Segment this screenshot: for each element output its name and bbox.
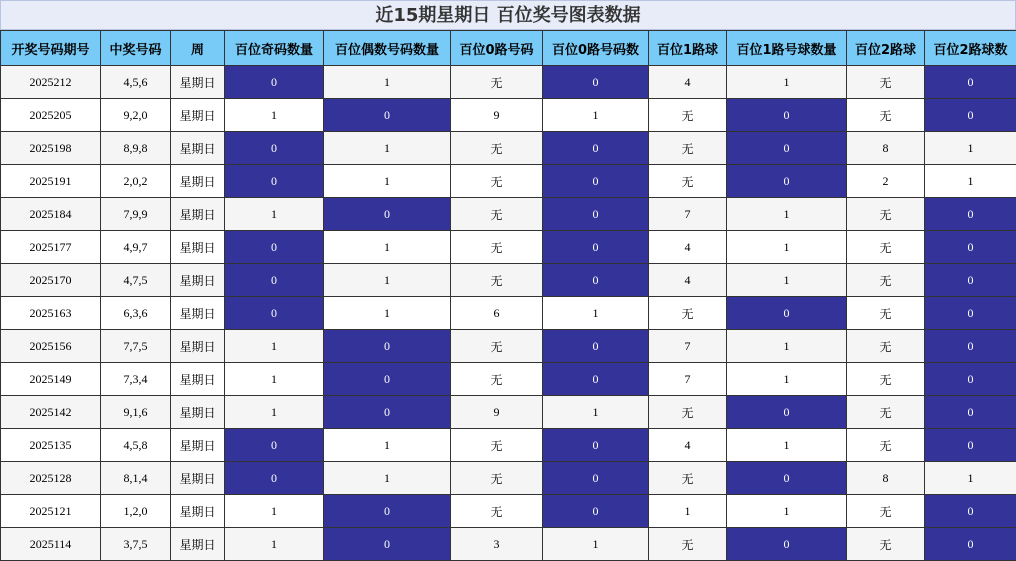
header-cell: 百位0路号码数 bbox=[543, 31, 649, 66]
table-cell: 1 bbox=[324, 231, 451, 264]
header-cell: 百位偶数号码数量 bbox=[324, 31, 451, 66]
table-cell: 2025163 bbox=[1, 297, 101, 330]
table-cell: 0 bbox=[543, 330, 649, 363]
table-cell: 9,2,0 bbox=[101, 99, 171, 132]
table-cell: 无 bbox=[649, 297, 727, 330]
header-cell: 百位奇码数量 bbox=[225, 31, 324, 66]
table-cell: 8,9,8 bbox=[101, 132, 171, 165]
table-cell: 2025184 bbox=[1, 198, 101, 231]
table-cell: 1 bbox=[324, 429, 451, 462]
page-title: 近15期星期日 百位奖号图表数据 bbox=[0, 0, 1016, 30]
table-cell: 星期日 bbox=[171, 396, 225, 429]
table-cell: 9,1,6 bbox=[101, 396, 171, 429]
table-cell: 2025128 bbox=[1, 462, 101, 495]
table-cell: 4,5,8 bbox=[101, 429, 171, 462]
table-cell: 星期日 bbox=[171, 165, 225, 198]
table-cell: 8 bbox=[847, 462, 925, 495]
table-cell: 2025142 bbox=[1, 396, 101, 429]
table-row bbox=[1, 66, 1016, 99]
table-cell: 0 bbox=[324, 198, 451, 231]
table-cell: 无 bbox=[847, 99, 925, 132]
table-cell: 0 bbox=[727, 297, 847, 330]
table-cell: 0 bbox=[727, 528, 847, 561]
table-cell: 无 bbox=[847, 528, 925, 561]
table-cell: 2025205 bbox=[1, 99, 101, 132]
table-cell: 1 bbox=[225, 528, 324, 561]
table-cell: 无 bbox=[451, 462, 543, 495]
table-cell: 无 bbox=[649, 165, 727, 198]
table-cell: 1 bbox=[324, 165, 451, 198]
table-cell: 无 bbox=[847, 198, 925, 231]
table-cell: 0 bbox=[543, 264, 649, 297]
table-cell: 无 bbox=[847, 363, 925, 396]
header-cell: 百位1路球 bbox=[649, 31, 727, 66]
table-cell: 9 bbox=[451, 396, 543, 429]
table-cell: 1 bbox=[925, 132, 1016, 165]
header-cell: 百位2路球数 bbox=[925, 31, 1016, 66]
table-cell: 1 bbox=[543, 99, 649, 132]
table-cell: 无 bbox=[847, 66, 925, 99]
table-cell: 2025191 bbox=[1, 165, 101, 198]
table-cell: 1 bbox=[649, 495, 727, 528]
table-cell: 0 bbox=[727, 396, 847, 429]
table-cell: 3 bbox=[451, 528, 543, 561]
table-cell: 1 bbox=[225, 330, 324, 363]
table-cell: 0 bbox=[543, 363, 649, 396]
table-cell: 无 bbox=[451, 495, 543, 528]
table-cell: 0 bbox=[324, 363, 451, 396]
table-cell: 2025149 bbox=[1, 363, 101, 396]
table-cell: 0 bbox=[324, 330, 451, 363]
table-row bbox=[1, 297, 1016, 330]
table-cell: 2 bbox=[847, 165, 925, 198]
table-cell: 6,3,6 bbox=[101, 297, 171, 330]
table-cell: 1 bbox=[225, 198, 324, 231]
table-cell: 1 bbox=[324, 264, 451, 297]
table-cell: 无 bbox=[451, 198, 543, 231]
table-cell: 1 bbox=[727, 231, 847, 264]
data-table bbox=[0, 30, 1016, 561]
table-cell: 无 bbox=[451, 165, 543, 198]
table-cell: 星期日 bbox=[171, 528, 225, 561]
table-cell: 6 bbox=[451, 297, 543, 330]
table-cell: 0 bbox=[925, 198, 1016, 231]
table-cell: 1 bbox=[324, 297, 451, 330]
table-cell: 0 bbox=[324, 528, 451, 561]
table-cell: 0 bbox=[225, 165, 324, 198]
table-cell: 无 bbox=[649, 396, 727, 429]
table-cell: 1 bbox=[225, 363, 324, 396]
table-cell: 1 bbox=[727, 330, 847, 363]
table-cell: 0 bbox=[324, 396, 451, 429]
table-cell: 7 bbox=[649, 363, 727, 396]
table-cell: 0 bbox=[543, 429, 649, 462]
table-cell: 星期日 bbox=[171, 462, 225, 495]
table-cell: 0 bbox=[225, 297, 324, 330]
table-cell: 4 bbox=[649, 231, 727, 264]
table-cell: 1 bbox=[543, 528, 649, 561]
table-cell: 2025135 bbox=[1, 429, 101, 462]
table-cell: 1 bbox=[225, 99, 324, 132]
table-cell: 0 bbox=[543, 132, 649, 165]
table-row bbox=[1, 528, 1016, 561]
table-cell: 1 bbox=[727, 198, 847, 231]
table-cell: 0 bbox=[925, 66, 1016, 99]
table-cell: 2025156 bbox=[1, 330, 101, 363]
table-cell: 0 bbox=[925, 396, 1016, 429]
table-cell: 2,0,2 bbox=[101, 165, 171, 198]
header-cell: 百位2路球 bbox=[847, 31, 925, 66]
table-cell: 0 bbox=[925, 264, 1016, 297]
table-cell: 1 bbox=[225, 396, 324, 429]
table-cell: 1 bbox=[925, 462, 1016, 495]
table-cell: 4,7,5 bbox=[101, 264, 171, 297]
table-cell: 星期日 bbox=[171, 132, 225, 165]
table-cell: 1 bbox=[727, 264, 847, 297]
table-cell: 0 bbox=[324, 495, 451, 528]
table-row bbox=[1, 330, 1016, 363]
table-cell: 0 bbox=[727, 132, 847, 165]
table-cell: 无 bbox=[847, 231, 925, 264]
table-cell: 0 bbox=[925, 330, 1016, 363]
table-cell: 1 bbox=[324, 132, 451, 165]
table-cell: 1 bbox=[225, 495, 324, 528]
table-row bbox=[1, 165, 1016, 198]
header-cell: 百位1路号球数量 bbox=[727, 31, 847, 66]
table-row bbox=[1, 198, 1016, 231]
table-body bbox=[1, 66, 1016, 561]
table-cell: 1 bbox=[324, 462, 451, 495]
table-cell: 0 bbox=[225, 66, 324, 99]
table-row bbox=[1, 462, 1016, 495]
table-cell: 7,7,5 bbox=[101, 330, 171, 363]
table-cell: 2025212 bbox=[1, 66, 101, 99]
table-cell: 星期日 bbox=[171, 495, 225, 528]
table-cell: 星期日 bbox=[171, 66, 225, 99]
table-row bbox=[1, 264, 1016, 297]
table-cell: 1 bbox=[727, 495, 847, 528]
table-cell: 无 bbox=[847, 495, 925, 528]
table-cell: 0 bbox=[543, 198, 649, 231]
table-cell: 2025114 bbox=[1, 528, 101, 561]
table-cell: 无 bbox=[847, 396, 925, 429]
table-row bbox=[1, 99, 1016, 132]
table-cell: 2025177 bbox=[1, 231, 101, 264]
table-row bbox=[1, 132, 1016, 165]
table-row bbox=[1, 495, 1016, 528]
table-cell: 星期日 bbox=[171, 99, 225, 132]
table-cell: 1,2,0 bbox=[101, 495, 171, 528]
table-cell: 1 bbox=[727, 363, 847, 396]
table-cell: 0 bbox=[225, 231, 324, 264]
table-cell: 0 bbox=[543, 165, 649, 198]
table-cell: 3,7,5 bbox=[101, 528, 171, 561]
table-cell: 无 bbox=[451, 231, 543, 264]
table-cell: 2025170 bbox=[1, 264, 101, 297]
table-cell: 7,9,9 bbox=[101, 198, 171, 231]
table-cell: 0 bbox=[225, 264, 324, 297]
table-cell: 7 bbox=[649, 330, 727, 363]
table-cell: 1 bbox=[727, 429, 847, 462]
table-cell: 4 bbox=[649, 264, 727, 297]
table-cell: 无 bbox=[649, 528, 727, 561]
table-cell: 2025121 bbox=[1, 495, 101, 528]
header-cell: 中奖号码 bbox=[101, 31, 171, 66]
table-cell: 2025198 bbox=[1, 132, 101, 165]
table-cell: 0 bbox=[925, 297, 1016, 330]
table-row bbox=[1, 429, 1016, 462]
table-cell: 1 bbox=[925, 165, 1016, 198]
table-cell: 8 bbox=[847, 132, 925, 165]
table-cell: 0 bbox=[727, 99, 847, 132]
table-cell: 无 bbox=[649, 462, 727, 495]
header-cell: 开奖号码期号 bbox=[1, 31, 101, 66]
table-cell: 0 bbox=[225, 462, 324, 495]
table-cell: 1 bbox=[543, 297, 649, 330]
table-cell: 0 bbox=[727, 165, 847, 198]
table-cell: 1 bbox=[543, 396, 649, 429]
table-cell: 0 bbox=[925, 231, 1016, 264]
table-cell: 无 bbox=[451, 264, 543, 297]
table-cell: 星期日 bbox=[171, 363, 225, 396]
table-cell: 0 bbox=[543, 66, 649, 99]
table-cell: 无 bbox=[649, 99, 727, 132]
table-cell: 0 bbox=[727, 462, 847, 495]
table-cell: 无 bbox=[847, 264, 925, 297]
table-cell: 星期日 bbox=[171, 264, 225, 297]
table-cell: 0 bbox=[925, 363, 1016, 396]
table-cell: 星期日 bbox=[171, 297, 225, 330]
header-cell: 周 bbox=[171, 31, 225, 66]
table-row bbox=[1, 363, 1016, 396]
header-row bbox=[1, 31, 1016, 66]
table-cell: 0 bbox=[925, 495, 1016, 528]
table-row bbox=[1, 231, 1016, 264]
table-cell: 9 bbox=[451, 99, 543, 132]
table-cell: 4,5,6 bbox=[101, 66, 171, 99]
table-cell: 星期日 bbox=[171, 198, 225, 231]
table-cell: 4 bbox=[649, 66, 727, 99]
table-cell: 星期日 bbox=[171, 231, 225, 264]
table-cell: 无 bbox=[451, 132, 543, 165]
header-cell: 百位0路号码 bbox=[451, 31, 543, 66]
table-cell: 0 bbox=[225, 132, 324, 165]
table-cell: 无 bbox=[649, 132, 727, 165]
table-cell: 星期日 bbox=[171, 330, 225, 363]
table-row bbox=[1, 396, 1016, 429]
table-cell: 8,1,4 bbox=[101, 462, 171, 495]
table-cell: 0 bbox=[925, 429, 1016, 462]
table-cell: 0 bbox=[324, 99, 451, 132]
table-cell: 无 bbox=[451, 363, 543, 396]
table-cell: 0 bbox=[543, 495, 649, 528]
table-cell: 0 bbox=[543, 231, 649, 264]
table-cell: 0 bbox=[925, 99, 1016, 132]
table-cell: 4 bbox=[649, 429, 727, 462]
table-cell: 1 bbox=[727, 66, 847, 99]
table-cell: 无 bbox=[451, 429, 543, 462]
table-cell: 7,3,4 bbox=[101, 363, 171, 396]
table-cell: 无 bbox=[451, 66, 543, 99]
table-cell: 无 bbox=[847, 330, 925, 363]
table-cell: 无 bbox=[847, 297, 925, 330]
table-cell: 星期日 bbox=[171, 429, 225, 462]
table-cell: 7 bbox=[649, 198, 727, 231]
table-cell: 4,9,7 bbox=[101, 231, 171, 264]
table-cell: 0 bbox=[925, 528, 1016, 561]
table-cell: 0 bbox=[543, 462, 649, 495]
table-cell: 无 bbox=[847, 429, 925, 462]
table-cell: 0 bbox=[225, 429, 324, 462]
table-cell: 无 bbox=[451, 330, 543, 363]
table-cell: 1 bbox=[324, 66, 451, 99]
